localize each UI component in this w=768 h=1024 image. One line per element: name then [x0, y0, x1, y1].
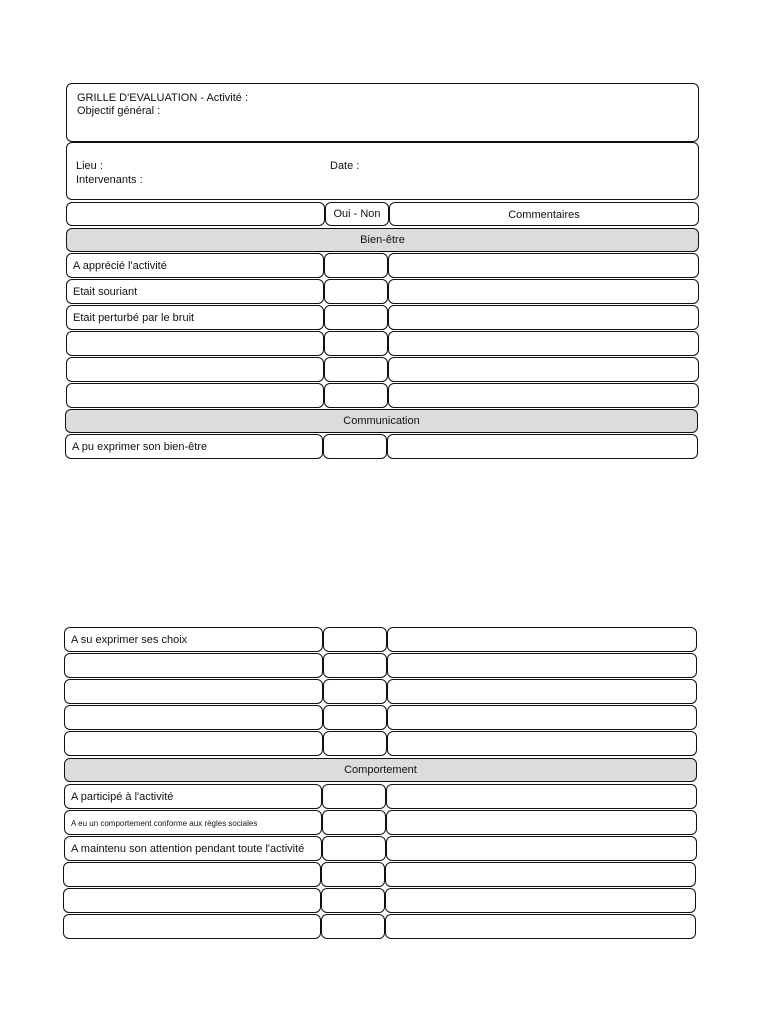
yes-no-cell[interactable] — [322, 784, 386, 809]
place-label: Lieu : — [76, 160, 103, 172]
row-label: A eu un comportement conforme aux règles sociales — [71, 819, 258, 828]
comment-cell[interactable] — [388, 253, 699, 278]
yes-no-header: Oui - Non — [333, 208, 381, 220]
row-label: Etait perturbé par le bruit — [73, 312, 195, 324]
yes-no-cell[interactable] — [323, 627, 387, 652]
yes-no-cell[interactable] — [321, 914, 385, 939]
row-label: A su exprimer ses choix — [71, 634, 188, 646]
yes-no-cell[interactable] — [323, 679, 387, 704]
yes-no-cell[interactable] — [324, 279, 388, 304]
yes-no-cell[interactable] — [324, 253, 388, 278]
comment-cell[interactable] — [387, 705, 697, 730]
row-label: A pu exprimer son bien-être — [72, 441, 208, 453]
yes-no-cell[interactable] — [324, 383, 388, 408]
yes-no-cell[interactable] — [323, 705, 387, 730]
yes-no-cell[interactable] — [324, 331, 388, 356]
comment-cell[interactable] — [387, 627, 697, 652]
row-label: A apprécié l'activité — [73, 260, 167, 272]
yes-no-cell[interactable] — [323, 653, 387, 678]
yes-no-cell[interactable] — [323, 731, 387, 756]
form-title: GRILLE D'EVALUATION - Activité : — [77, 92, 249, 104]
comment-cell[interactable] — [385, 914, 696, 939]
column-header-yes-no — [325, 202, 389, 226]
comment-cell[interactable] — [388, 279, 699, 304]
section-communication — [65, 409, 698, 433]
table-row-label — [64, 836, 322, 861]
yes-no-cell[interactable] — [324, 357, 388, 382]
yes-no-cell[interactable] — [322, 810, 386, 835]
section-behavior-title: Comportement — [344, 764, 417, 776]
section-wellbeing — [66, 228, 699, 252]
comment-cell[interactable] — [386, 810, 697, 835]
table-row-label — [65, 434, 323, 459]
table-row-label[interactable] — [63, 888, 321, 913]
section-behavior — [64, 758, 697, 782]
section-wellbeing-title: Bien-être — [360, 234, 405, 246]
yes-no-cell[interactable] — [321, 888, 385, 913]
comment-cell[interactable] — [388, 305, 699, 330]
table-row-label — [64, 810, 322, 835]
comment-cell[interactable] — [388, 383, 699, 408]
date-label: Date : — [330, 160, 360, 172]
staff-label: Intervenants : — [76, 174, 143, 186]
table-row-label[interactable] — [63, 914, 321, 939]
comments-header: Commentaires — [508, 209, 580, 221]
comment-cell[interactable] — [388, 331, 699, 356]
comment-cell[interactable] — [385, 862, 696, 887]
table-row-label — [64, 627, 323, 652]
table-row-label[interactable] — [64, 705, 323, 730]
info-header — [66, 142, 699, 200]
comment-cell[interactable] — [386, 784, 697, 809]
yes-no-cell[interactable] — [321, 862, 385, 887]
table-row-label — [66, 279, 324, 304]
table-row-label[interactable] — [64, 731, 323, 756]
table-row-label[interactable] — [63, 862, 321, 887]
comment-cell[interactable] — [387, 679, 697, 704]
column-header-blank — [66, 202, 325, 226]
comment-cell[interactable] — [388, 357, 699, 382]
yes-no-cell[interactable] — [324, 305, 388, 330]
yes-no-cell[interactable] — [323, 434, 387, 459]
row-label: A maintenu son attention pendant toute l'activité — [71, 843, 305, 855]
section-communication-title: Communication — [343, 415, 420, 427]
column-header-comments — [389, 202, 699, 226]
comment-cell[interactable] — [387, 434, 698, 459]
row-label: Etait souriant — [73, 286, 138, 298]
table-row-label — [66, 305, 324, 330]
comment-cell[interactable] — [385, 888, 696, 913]
yes-no-cell[interactable] — [322, 836, 386, 861]
comment-cell[interactable] — [387, 731, 697, 756]
objective-label: Objectif général : — [77, 105, 161, 117]
comment-cell[interactable] — [386, 836, 697, 861]
table-row-label — [64, 784, 322, 809]
table-row-label[interactable] — [64, 679, 323, 704]
table-row-label[interactable] — [66, 331, 324, 356]
comment-cell[interactable] — [387, 653, 697, 678]
table-row-label[interactable] — [66, 357, 324, 382]
table-row-label[interactable] — [64, 653, 323, 678]
form-header — [66, 83, 699, 142]
table-row-label — [66, 253, 324, 278]
row-label: A participé à l'activité — [71, 791, 174, 803]
table-row-label[interactable] — [66, 383, 324, 408]
